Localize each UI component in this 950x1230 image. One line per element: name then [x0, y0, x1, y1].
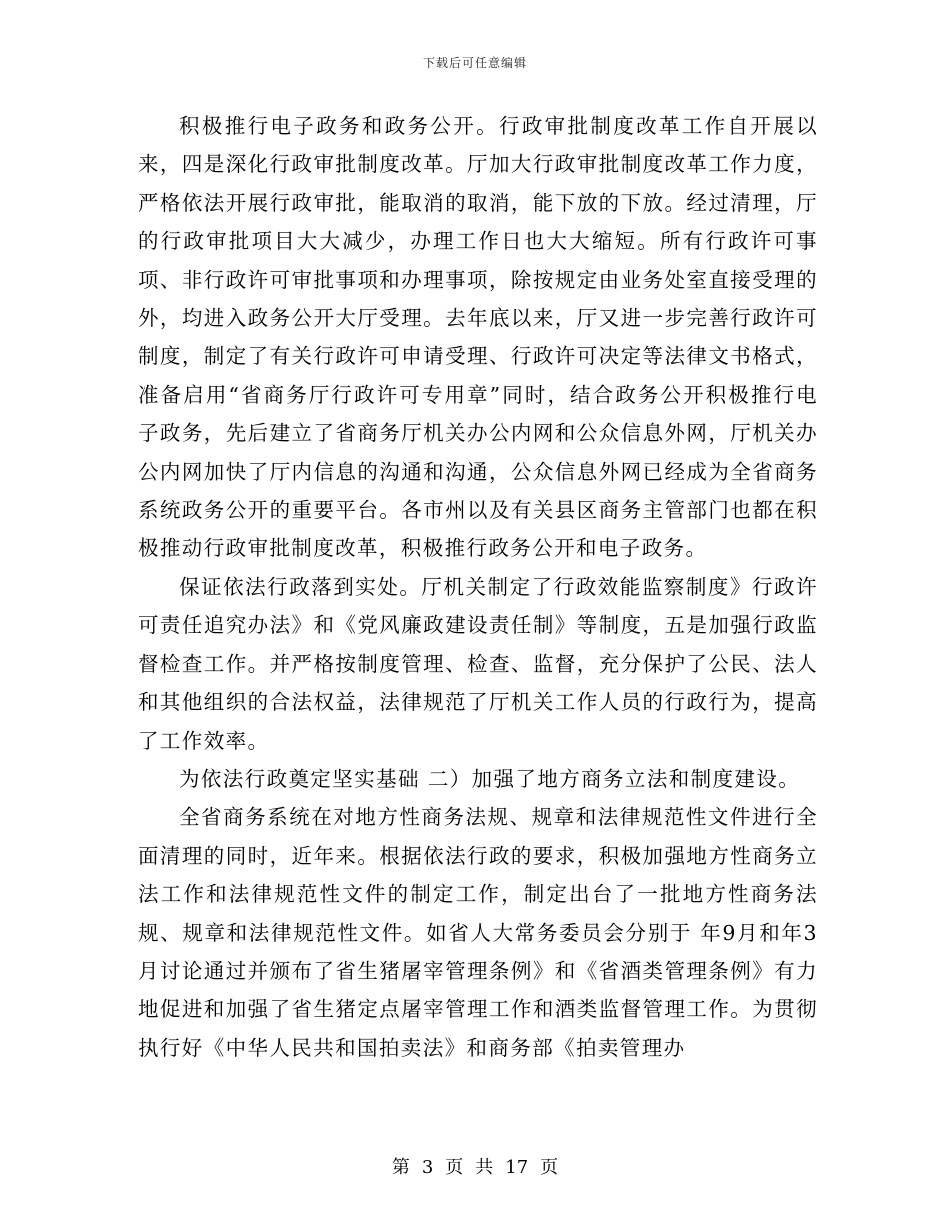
current-page-number: 3 [421, 1157, 434, 1178]
footer-total-word: 共 [475, 1157, 494, 1178]
paragraph-1: 积极推行电子政务和政务公开。行政审批制度改革工作自开展以来，四是深化行政审批制度改革。厅加大行政审批制度改革工作力度，严格依法开展行政审批，能取消的取消，能下放的下放。经过清理，厅的行政审批项目大大减少，办理工作日也大大缩短。所有行政许可事项、非行政许可审批事项和办理事项，除按规定由业务处室直接受理的外，均进入政务公开大厅受理。去年底以来，厅又进一步完善行政许可制度，制定了有关行政许可申请受理、行政许可决定等法律文书格式，准备启用“省商务厅行政许可专用章”同时，结合政务公开积极推行电子政务，先后建立了省商务厅机关办公内网和公众信息外网，厅机关办公内网加快了厅内信息的沟通和沟通，公众信息外网已经成为全省商务系统政务公开的重要平台。各市州以及有关县区商务主管部门也都在积极推动行政审批制度改革，积极推行政务公开和电子政务。 [138, 114, 818, 561]
paragraph-4: 全省商务系统在对地方性商务法规、规章和法律规范性文件进行全面清理的同时，近年来。根据依法行政的要求，积极加强地方性商务立法工作和法律规范性文件的制定工作，制定出台了一批地方性商务法规、规章和法律规范性文件。如省人大常务委员会分别于 年9月和年3月讨论通过并颁布了省生猪屠宰管理条例》和《省酒类管理条例》有力地促进和加强了省生猪定点屠宰管理工作和酒类监督管理工作。为贯彻执行好《中华人民共和国拍卖法》和商务部《拍卖管理办 [138, 805, 818, 1060]
footer-page-word: 页 [445, 1157, 464, 1178]
paragraph-2: 保证依法行政落到实处。厅机关制定了行政效能监察制度》行政许可责任追究办法》和《党风廉政建设责任制》等制度，五是加强行政监督检查工作。并严格按制度管理、检查、监督，充分保护了公民、法人和其他组织的合法权益，法律规范了厅机关工作人员的行政行为，提高了工作效率。 [138, 574, 818, 753]
page-footer [0, 1153, 950, 1179]
footer-prefix: 第 [391, 1157, 410, 1178]
document-body [138, 107, 818, 1067]
footer-suffix: 页 [540, 1157, 559, 1178]
total-page-count: 17 [505, 1157, 529, 1178]
paragraph-3: 为依法行政奠定坚实基础 二）加强了地方商务立法和制度建设。 [179, 766, 801, 791]
page-header: 下载后可任意编辑 [422, 56, 527, 70]
